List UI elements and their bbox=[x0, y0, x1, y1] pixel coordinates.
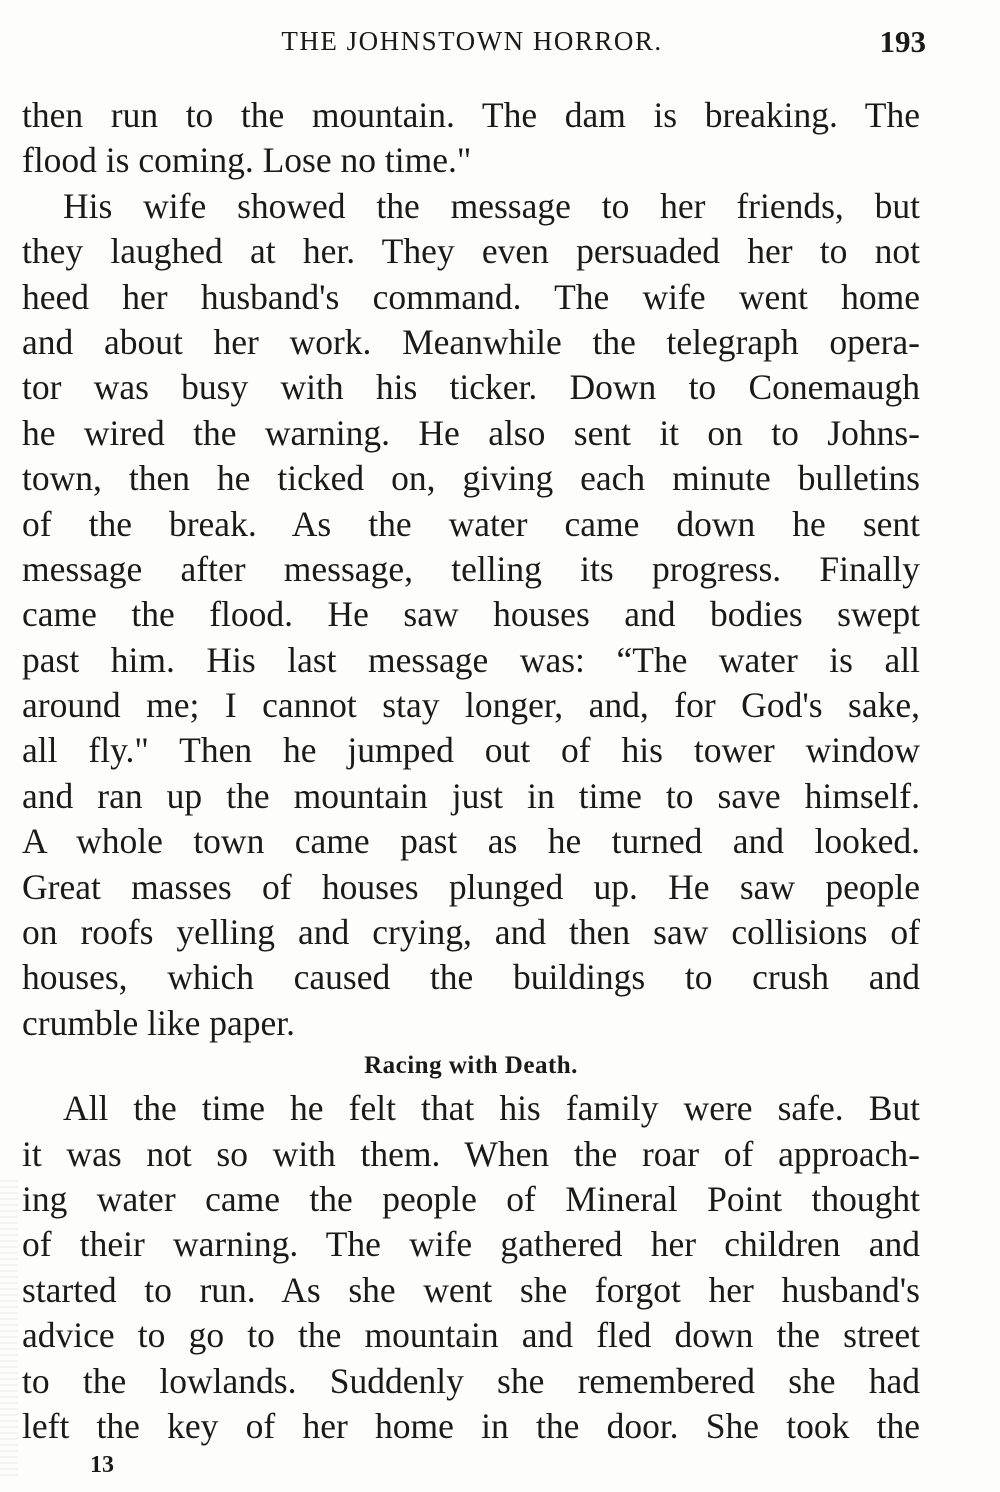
text-line: came the flood. He saw houses and bodies swept bbox=[22, 594, 920, 635]
text-line: town, then he ticked on, giving each minute bulletins bbox=[22, 458, 920, 499]
text-line: ing water came the people of Mineral Point thought bbox=[22, 1178, 920, 1219]
text-line: crumble like paper. bbox=[22, 1002, 296, 1043]
text-line: to the lowlands. Suddenly she remembered she had bbox=[22, 1360, 920, 1401]
text-line: left the key of her home in the door. She took the bbox=[22, 1405, 920, 1446]
text-line: and about her work. Meanwhile the telegraph opera- bbox=[22, 321, 920, 362]
section-subheading: Racing with Death. bbox=[364, 1052, 578, 1080]
page-edge-speckle bbox=[0, 1180, 18, 1480]
text-line: past him. His last message was: “The water is all bbox=[22, 639, 920, 680]
text-line: tor was busy with his ticker. Down to Conemaugh bbox=[22, 367, 920, 408]
text-line: on roofs yelling and crying, and then saw collisions of bbox=[22, 912, 920, 953]
text-line: and ran up the mountain just in time to save himself. bbox=[22, 775, 920, 816]
text-line: message after message, telling its progress. Finally bbox=[22, 548, 920, 589]
text-line: all fly." Then he jumped out of his tower window bbox=[22, 730, 920, 771]
text-line: flood is coming. Lose no time." bbox=[22, 140, 472, 181]
running-title: THE JOHNSTOWN HORROR. bbox=[281, 26, 663, 56]
body-text bbox=[22, 93, 920, 1449]
page-number: 193 bbox=[879, 24, 926, 59]
text-line: A whole town came past as he turned and looked. bbox=[22, 821, 920, 862]
text-line: houses, which caused the buildings to crush and bbox=[22, 957, 920, 998]
text-line: then run to the mountain. The dam is breaking. The bbox=[22, 95, 920, 135]
signature-mark: 13 bbox=[90, 1452, 114, 1478]
text-line: he wired the warning. He also sent it on to Johns- bbox=[22, 412, 920, 453]
text-line: they laughed at her. They even persuaded her to not bbox=[22, 231, 920, 272]
text-line: All the time he felt that his family were safe. But bbox=[63, 1088, 920, 1129]
text-line: Great masses of houses plunged up. He saw people bbox=[22, 866, 920, 907]
text-line: it was not so with them. When the roar of approach- bbox=[22, 1133, 920, 1174]
text-line: His wife showed the message to her friends, but bbox=[63, 185, 920, 226]
text-line: advice to go to the mountain and fled down the street bbox=[22, 1315, 920, 1356]
text-line: of the break. As the water came down he sent bbox=[22, 503, 920, 544]
text-line: of their warning. The wife gathered her children and bbox=[22, 1224, 920, 1265]
text-line: started to run. As she went she forgot her husband's bbox=[22, 1269, 920, 1310]
text-line: around me; I cannot stay longer, and, for God's sake, bbox=[22, 685, 920, 726]
running-head bbox=[22, 22, 926, 66]
text-line: heed her husband's command. The wife went home bbox=[22, 276, 920, 317]
